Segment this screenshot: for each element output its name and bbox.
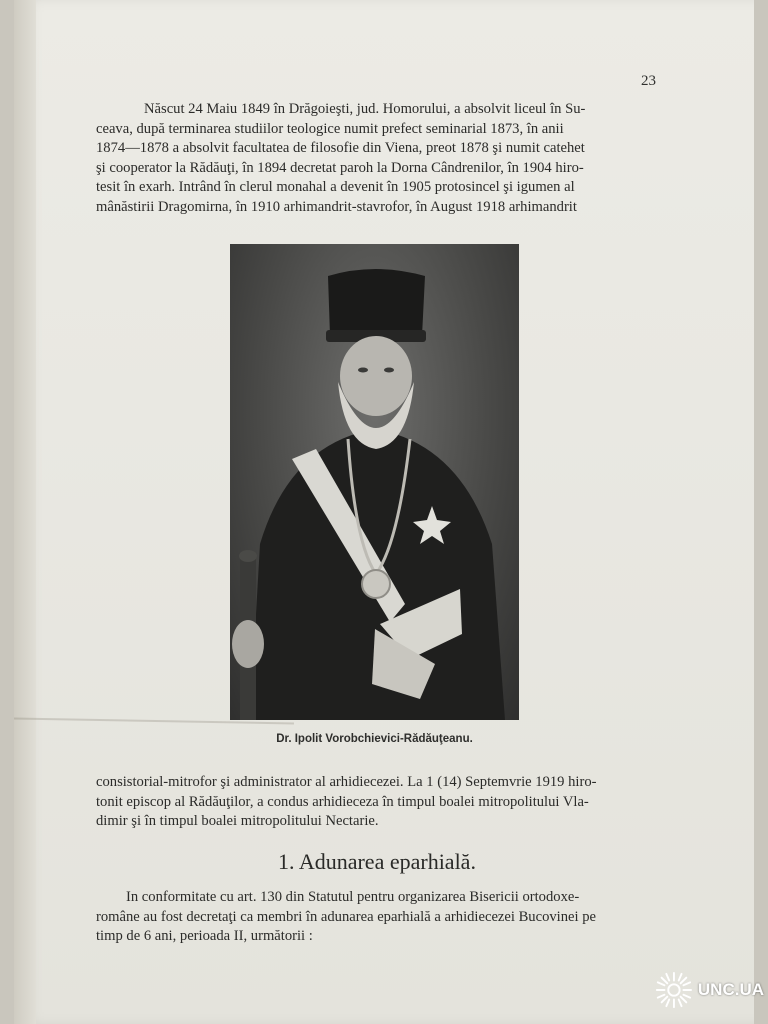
- section-heading: 1. Adunarea eparhială.: [278, 849, 476, 874]
- sun-logo-icon: [654, 969, 694, 1011]
- page-edge: [14, 0, 36, 1024]
- text-line: dimir şi în timpul boalei mitropolitului Nectarie.: [96, 813, 379, 829]
- continuation-paragraph: [96, 773, 658, 832]
- text-line: ceava, după terminarea studiilor teologice numit prefect seminarial 1873, în anii: [96, 120, 564, 137]
- text-line: In conformitate cu art. 130 din Statutul pentru organizarea Bisericii ortodoxe-: [126, 889, 580, 905]
- text-line: timp de 6 ani, perioada II, următorii :: [96, 928, 313, 944]
- photo-caption: Dr. Ipolit Vorobchievici-Rădăuţeanu.: [276, 733, 473, 745]
- text-line: şi cooperator la Rădăuţi, în 1894 decretat paroh la Dorna Cândrenilor, în 1904 hiro-: [96, 159, 584, 176]
- portrait-photo: [230, 244, 519, 720]
- page-number: 23: [641, 73, 656, 89]
- section-paragraph: [96, 888, 658, 947]
- text-line: Născut 24 Maiu 1849 în Drăgoieşti, jud. Homorului, a absolvit liceul în Su-: [144, 101, 586, 117]
- watermark-text: UNC.UA: [697, 980, 764, 999]
- text-line: consistorial-mitrofor şi administrator al arhidiecezei. La 1 (14) Septemvrie 1919 hiro-: [96, 774, 597, 790]
- watermark: [654, 968, 764, 1012]
- text-line: mânăstirii Dragomirna, în 1910 arhimandrit-stavrofor, în August 1918 arhimandrit: [96, 198, 577, 215]
- text-line: tesit în exarh. Intrând în clerul monahal a devenit în 1905 protosincel şi igumen al: [96, 179, 575, 195]
- text-line: române au fost decretaţi ca membri în adunarea eparhială a arhidiecezei Bucovinei pe: [96, 908, 596, 925]
- portrait-illustration: [230, 244, 519, 720]
- text-line: 1874—1878 a absolvit facultatea de filosofie din Viena, preot 1878 şi numit catehet: [96, 140, 585, 156]
- text-line: tonit episcop al Rădăuţilor, a condus arhidieceza în timpul boalei mitropolitului Vla-: [96, 793, 589, 810]
- intro-paragraph: [96, 100, 658, 217]
